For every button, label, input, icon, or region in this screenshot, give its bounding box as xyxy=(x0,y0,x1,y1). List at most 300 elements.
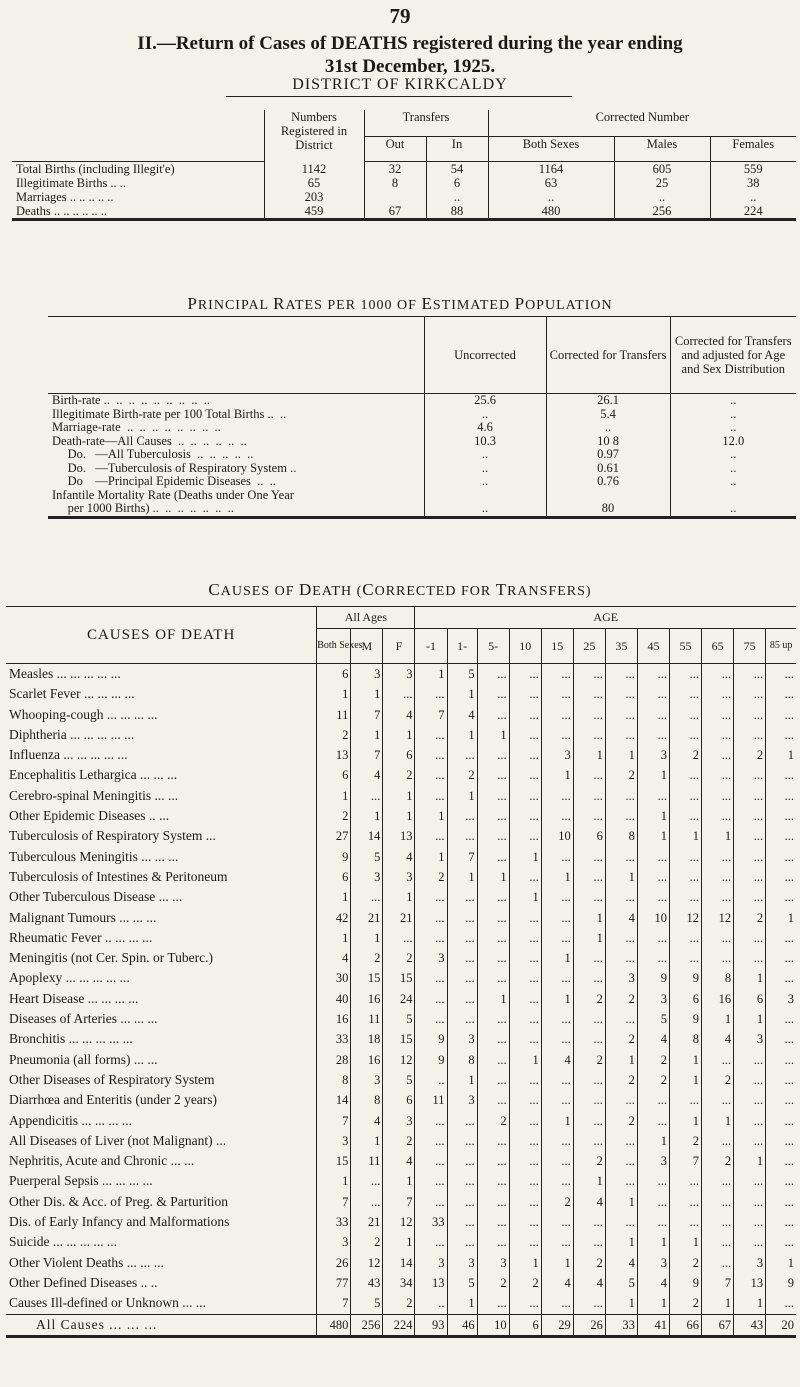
cause-value: 1 xyxy=(702,1293,734,1314)
cause-value: 4 xyxy=(605,1253,637,1273)
cause-value: 2 xyxy=(447,765,477,785)
cause-value: ... xyxy=(477,1050,509,1070)
cause-value: ... xyxy=(573,806,605,826)
rate-label: Illegitimate Birth-rate per 100 Total Births .. .. xyxy=(52,406,287,421)
cause-value: 10 xyxy=(477,1314,509,1336)
cause-value: 1 xyxy=(573,1171,605,1191)
header-age: AGE xyxy=(415,607,796,629)
cause-value: 4 xyxy=(447,705,477,725)
cause-value: ... xyxy=(415,989,447,1009)
cause-value: ... xyxy=(415,745,447,765)
rate-adj xyxy=(670,489,796,503)
cause-value: ... xyxy=(509,867,541,887)
cause-value: ... xyxy=(605,725,637,745)
cause-row xyxy=(6,725,796,745)
cause-value: 12 xyxy=(383,1212,415,1232)
cause-value: ... xyxy=(509,1070,541,1090)
cause-value: 2 xyxy=(477,1273,509,1293)
cause-value: ... xyxy=(573,968,605,988)
header-adjusted: Corrected for Transfers and adjusted for Age and Sex Distribution xyxy=(670,317,796,394)
cause-value: 1 xyxy=(477,867,509,887)
cause-value: 3 xyxy=(447,1090,477,1110)
cause-value: 2 xyxy=(477,1111,509,1131)
cell-in: 6 xyxy=(426,176,488,190)
causes-title-part: T xyxy=(495,580,508,599)
cause-value: ... xyxy=(541,1232,573,1252)
cause-value: ... xyxy=(573,705,605,725)
cause-value: ... xyxy=(447,1212,477,1232)
cause-value: 1 xyxy=(383,806,415,826)
cause-value: 14 xyxy=(383,1253,415,1273)
cause-label: Diseases of Arteries ... ... ... xyxy=(9,1011,158,1027)
cause-value: 2 xyxy=(734,745,766,765)
rate-unc: .. xyxy=(424,462,546,476)
cause-value: 2 xyxy=(669,745,701,765)
cause-value: ... xyxy=(573,725,605,745)
cause-value: ... xyxy=(766,928,796,948)
total-row xyxy=(6,1314,796,1336)
cause-value: ... xyxy=(509,826,541,846)
cause-value: 40 xyxy=(317,989,351,1009)
cause-value: 1 xyxy=(351,806,383,826)
header-corrected-transfers: Corrected for Transfers xyxy=(546,317,670,394)
cause-label: Other Violent Deaths ... ... ... xyxy=(9,1254,164,1270)
cause-value: 1 xyxy=(447,786,477,806)
header-registered: Numbers Registered in District xyxy=(264,110,364,162)
cause-value: 2 xyxy=(383,765,415,785)
cause-value: 2 xyxy=(383,948,415,968)
cause-value: 3 xyxy=(415,948,447,968)
cause-value: 1 xyxy=(702,826,734,846)
cause-value: ... xyxy=(573,887,605,907)
cause-value: 2 xyxy=(351,948,383,968)
causes-section-title xyxy=(0,580,800,600)
cause-value: ... xyxy=(541,1151,573,1171)
cause-value: ... xyxy=(605,847,637,867)
cause-value: ... xyxy=(669,664,701,685)
row-label: Marriages .. .. .. .. .. xyxy=(16,190,114,204)
cause-value: 8 xyxy=(702,968,734,988)
page-number: 79 xyxy=(389,4,411,28)
cause-value: ... xyxy=(573,1090,605,1110)
cause-label: Causes Ill-defined or Unknown ... ... xyxy=(9,1295,206,1311)
cause-value: ... xyxy=(573,1293,605,1314)
cause-value: 9 xyxy=(766,1273,796,1293)
cause-value: 6 xyxy=(383,745,415,765)
cause-value: 16 xyxy=(351,989,383,1009)
cause-value: 11 xyxy=(317,705,351,725)
cause-value: 2 xyxy=(637,1070,669,1090)
cause-value: 11 xyxy=(351,1009,383,1029)
cause-row xyxy=(6,1232,796,1252)
cause-value: 1 xyxy=(317,786,351,806)
cause-value: 3 xyxy=(541,745,573,765)
corner-cell-2 xyxy=(12,137,264,162)
cause-value: ... xyxy=(734,847,766,867)
cause-value: 3 xyxy=(351,664,383,685)
cause-value: ... xyxy=(415,968,447,988)
cause-value: 1 xyxy=(317,928,351,948)
cause-value: ... xyxy=(573,867,605,887)
cause-value: ... xyxy=(509,765,541,785)
cause-value: ... xyxy=(734,1232,766,1252)
cause-value: 12 xyxy=(702,908,734,928)
cause-value: 7 xyxy=(317,1111,351,1131)
cause-value: ... xyxy=(447,948,477,968)
cause-value: ... xyxy=(477,847,509,867)
cause-value: ... xyxy=(702,1253,734,1273)
cause-value: 5 xyxy=(447,664,477,685)
title-line-2: 31st December, 1925. xyxy=(324,56,496,77)
cause-row xyxy=(6,826,796,846)
cause-value: ... xyxy=(766,1111,796,1131)
cause-value: 15 xyxy=(383,1029,415,1049)
header-corrected: Corrected Number xyxy=(488,110,796,137)
header-age-col: 45 xyxy=(637,628,669,663)
cause-value: ... xyxy=(734,705,766,725)
cause-value: 1 xyxy=(541,765,573,785)
cause-value: 1 xyxy=(415,806,447,826)
cause-value: ... xyxy=(477,968,509,988)
cause-value: ... xyxy=(637,1212,669,1232)
cause-value: 9 xyxy=(637,968,669,988)
cause-value: 2 xyxy=(702,1070,734,1090)
cause-value: 2 xyxy=(351,1232,383,1252)
cause-value: ... xyxy=(509,745,541,765)
cause-value: ... xyxy=(605,664,637,685)
cause-value: ... xyxy=(509,948,541,968)
rate-adj: .. xyxy=(670,462,796,476)
cause-value: ... xyxy=(541,1131,573,1151)
cause-value: ... xyxy=(509,1171,541,1191)
cell-females: .. xyxy=(710,190,796,204)
cause-value: 4 xyxy=(541,1050,573,1070)
cause-row xyxy=(6,1192,796,1212)
cause-value: 1 xyxy=(766,745,796,765)
cause-value: 1 xyxy=(351,684,383,704)
cell-both: 1164 xyxy=(488,162,614,177)
cause-label: Apoplexy ... ... ... ... ... xyxy=(9,970,130,986)
cause-row xyxy=(6,887,796,907)
cause-label: Suicide ... ... ... ... ... xyxy=(9,1234,117,1250)
cause-value: 1 xyxy=(702,1111,734,1131)
rate-unc xyxy=(424,489,546,503)
cause-value: ... xyxy=(766,867,796,887)
cause-value: ... xyxy=(477,826,509,846)
cause-value: ... xyxy=(766,1070,796,1090)
rate-adj: .. xyxy=(670,448,796,462)
cell-in: .. xyxy=(426,190,488,204)
cause-value: ... xyxy=(541,725,573,745)
cause-value: 1 xyxy=(317,684,351,704)
cause-value: ... xyxy=(669,725,701,745)
cause-value: ... xyxy=(447,928,477,948)
cause-value: ... xyxy=(734,786,766,806)
cause-value: ... xyxy=(477,806,509,826)
cause-value: 26 xyxy=(573,1314,605,1336)
cause-value: ... xyxy=(734,948,766,968)
cause-value: ... xyxy=(447,1111,477,1131)
cause-value: 1 xyxy=(637,826,669,846)
cause-value: ... xyxy=(509,1232,541,1252)
rates-row xyxy=(48,462,796,476)
rate-cor: 0.97 xyxy=(546,448,670,462)
cause-label: Other Diseases of Respiratory System xyxy=(9,1071,215,1087)
cause-value: ... xyxy=(573,1131,605,1151)
cause-value: ... xyxy=(541,1171,573,1191)
births-row xyxy=(12,190,796,204)
cause-value: 13 xyxy=(415,1273,447,1293)
rate-cor: 26.1 xyxy=(546,394,670,408)
cause-value: 3 xyxy=(637,1253,669,1273)
cause-value: ... xyxy=(415,1131,447,1151)
cause-value: 5 xyxy=(447,1273,477,1293)
cause-value: 1 xyxy=(383,887,415,907)
cause-value: 4 xyxy=(317,948,351,968)
cause-row xyxy=(6,1090,796,1110)
cause-value: ... xyxy=(447,968,477,988)
cause-value: ... xyxy=(541,1293,573,1314)
corner-cell xyxy=(12,110,264,137)
cause-value: ... xyxy=(669,705,701,725)
cause-value: ... xyxy=(669,684,701,704)
cause-value: 2 xyxy=(415,867,447,887)
cause-value: 2 xyxy=(317,725,351,745)
cause-value: ... xyxy=(509,968,541,988)
cause-value: ... xyxy=(447,989,477,1009)
cause-value: 1 xyxy=(605,1232,637,1252)
rate-adj: .. xyxy=(670,502,796,517)
cause-value: 8 xyxy=(447,1050,477,1070)
cause-value: 8 xyxy=(669,1029,701,1049)
cause-value: 6 xyxy=(573,826,605,846)
cause-value: ... xyxy=(766,1151,796,1171)
cause-value: ... xyxy=(637,786,669,806)
cause-row xyxy=(6,1212,796,1232)
cause-value: 66 xyxy=(669,1314,701,1336)
cause-value: 1 xyxy=(541,1111,573,1131)
row-label: Illegitimate Births .. .. xyxy=(16,176,127,190)
cause-value: ... xyxy=(605,684,637,704)
cause-value: ... xyxy=(573,1070,605,1090)
cause-value: ... xyxy=(734,928,766,948)
cause-value: 2 xyxy=(383,1131,415,1151)
cause-value: 3 xyxy=(447,1253,477,1273)
cause-value: 1 xyxy=(317,887,351,907)
births-row xyxy=(12,204,796,220)
cause-value: 26 xyxy=(317,1253,351,1273)
cause-value: ... xyxy=(541,664,573,685)
cause-value: ... xyxy=(415,684,447,704)
cause-value: 4 xyxy=(573,1192,605,1212)
cause-value: 3 xyxy=(447,1029,477,1049)
cause-value: 3 xyxy=(317,1232,351,1252)
cause-value: ... xyxy=(637,725,669,745)
cause-value: 3 xyxy=(637,745,669,765)
cause-value: 2 xyxy=(702,1151,734,1171)
cause-value: 6 xyxy=(317,765,351,785)
cause-value: 1 xyxy=(637,765,669,785)
header-all-ages: All Ages xyxy=(317,607,415,629)
rate-adj: .. xyxy=(670,394,796,408)
cause-value: 4 xyxy=(383,705,415,725)
cause-value: ... xyxy=(447,1192,477,1212)
rates-row xyxy=(48,489,796,503)
cause-value: ... xyxy=(734,1111,766,1131)
cause-value: 1 xyxy=(734,1293,766,1314)
cause-value: ... xyxy=(766,806,796,826)
cause-value: 1 xyxy=(766,908,796,928)
cause-value: 2 xyxy=(605,1111,637,1131)
cause-value: 9 xyxy=(415,1029,447,1049)
rate-unc: .. xyxy=(424,408,546,422)
cause-value: ... xyxy=(573,1029,605,1049)
cause-value: 33 xyxy=(605,1314,637,1336)
cause-value: ... xyxy=(573,1111,605,1131)
cause-value: 6 xyxy=(383,1090,415,1110)
cause-label: Malignant Tumours ... ... ... xyxy=(9,909,157,925)
header-causes: CAUSES OF DEATH xyxy=(6,607,317,664)
cause-label: Appendicitis ... ... ... ... xyxy=(9,1112,132,1128)
cause-value: 1 xyxy=(669,826,701,846)
cause-value: ... xyxy=(351,1171,383,1191)
cause-label: Tuberculosis of Intestines & Peritoneum xyxy=(9,868,228,884)
cause-value: ... xyxy=(766,948,796,968)
rate-label: Birth-rate .. .. .. .. .. .. .. .. .. xyxy=(52,393,210,407)
cause-value: 4 xyxy=(605,908,637,928)
cause-label: Other Tuberculous Disease ... ... xyxy=(9,889,183,905)
cause-value: 9 xyxy=(669,968,701,988)
cause-value: 3 xyxy=(637,1151,669,1171)
cause-value: ... xyxy=(351,786,383,806)
cause-value: ... xyxy=(702,745,734,765)
rates-title-part: P xyxy=(514,294,526,313)
cause-value: ... xyxy=(669,867,701,887)
cause-label: Diphtheria ... ... ... ... ... xyxy=(9,726,135,742)
cause-value: ... xyxy=(573,765,605,785)
cause-value: 15 xyxy=(351,968,383,988)
cause-value: ... xyxy=(734,664,766,685)
cause-value: ... xyxy=(702,1050,734,1070)
cause-value: 1 xyxy=(605,1192,637,1212)
cause-value: 1 xyxy=(734,968,766,988)
cause-value: 5 xyxy=(605,1273,637,1293)
cause-value: ... xyxy=(766,1232,796,1252)
cause-value: ... xyxy=(766,705,796,725)
cell-out: 8 xyxy=(364,176,426,190)
cause-value: ... xyxy=(509,1090,541,1110)
cause-value: 3 xyxy=(383,664,415,685)
cause-value: 1 xyxy=(317,1171,351,1191)
cause-row xyxy=(6,745,796,765)
rate-unc: 4.6 xyxy=(424,421,546,435)
cause-value: 1 xyxy=(605,867,637,887)
cell-both: 480 xyxy=(488,204,614,220)
rates-title-part: OPULATION xyxy=(525,298,613,313)
cause-value: ... xyxy=(383,928,415,948)
cause-value: 14 xyxy=(351,826,383,846)
cause-value: 5 xyxy=(637,1009,669,1029)
cause-value: ... xyxy=(509,908,541,928)
cause-value: ... xyxy=(669,765,701,785)
cause-value: ... xyxy=(637,928,669,948)
cause-value: 21 xyxy=(351,1212,383,1232)
cause-value: 2 xyxy=(734,908,766,928)
cause-label: All Diseases of Liver (not Malignant) ... xyxy=(9,1132,227,1148)
cause-value: 1 xyxy=(351,1131,383,1151)
cause-label: Heart Disease ... ... ... ... xyxy=(9,990,139,1006)
cause-value: 1 xyxy=(734,1151,766,1171)
cause-value: 27 xyxy=(317,826,351,846)
cause-value: 3 xyxy=(734,1029,766,1049)
rate-label: Do. —Tuberculosis of Respiratory System .. xyxy=(52,460,297,475)
cause-value: ... xyxy=(447,887,477,907)
rate-adj: 12.0 xyxy=(670,435,796,449)
cause-row xyxy=(6,1273,796,1293)
cause-value: ... xyxy=(447,826,477,846)
cause-value: ... xyxy=(415,1171,447,1191)
cause-value: 10 xyxy=(637,908,669,928)
cause-value: ... xyxy=(573,847,605,867)
cause-value: 11 xyxy=(351,1151,383,1171)
cause-value: 1 xyxy=(351,928,383,948)
rate-label: Do. —All Tuberculosis .. .. .. .. .. xyxy=(52,447,254,461)
header-in: In xyxy=(426,137,488,162)
header-age-col: 75 xyxy=(734,628,766,663)
births-row xyxy=(12,162,796,177)
cause-value: .. xyxy=(415,1070,447,1090)
cause-value: ... xyxy=(637,847,669,867)
cause-value: ... xyxy=(541,1009,573,1029)
cause-value: ... xyxy=(669,806,701,826)
cause-value: ... xyxy=(734,1212,766,1232)
cause-label: Tuberculosis of Respiratory System ... xyxy=(9,828,216,844)
header-age-col: 15 xyxy=(541,628,573,663)
cause-value: ... xyxy=(605,705,637,725)
cause-value: ... xyxy=(734,1131,766,1151)
cause-value: 15 xyxy=(317,1151,351,1171)
cell-reg: 203 xyxy=(264,190,364,204)
cause-value: ... xyxy=(637,1111,669,1131)
cell-reg: 459 xyxy=(264,204,364,220)
header-age-col: 35 xyxy=(605,628,637,663)
cause-row xyxy=(6,1111,796,1131)
cause-label: Puerperal Sepsis ... ... ... ... xyxy=(9,1173,153,1189)
cause-value: 1 xyxy=(637,1293,669,1314)
cause-value: 224 xyxy=(383,1314,415,1336)
rate-label: Marriage-rate .. .. .. .. .. .. .. .. xyxy=(52,420,221,434)
rate-cor: .. xyxy=(546,421,670,435)
cause-value: 1 xyxy=(509,1050,541,1070)
cause-value: 11 xyxy=(415,1090,447,1110)
cause-value: ... xyxy=(766,847,796,867)
cause-value: 15 xyxy=(383,968,415,988)
cause-value: ... xyxy=(669,928,701,948)
cause-value: 7 xyxy=(317,1293,351,1314)
cause-value: ... xyxy=(702,928,734,948)
cause-value: 1 xyxy=(541,989,573,1009)
cause-row xyxy=(6,684,796,704)
cause-value: 13 xyxy=(317,745,351,765)
cause-value: ... xyxy=(447,745,477,765)
cause-value: ... xyxy=(477,1232,509,1252)
cause-value: ... xyxy=(766,1192,796,1212)
cause-value: ... xyxy=(509,1151,541,1171)
cause-value: ... xyxy=(541,806,573,826)
rate-cor: 80 xyxy=(546,502,670,517)
main-title xyxy=(20,32,800,78)
cause-value: 7 xyxy=(447,847,477,867)
